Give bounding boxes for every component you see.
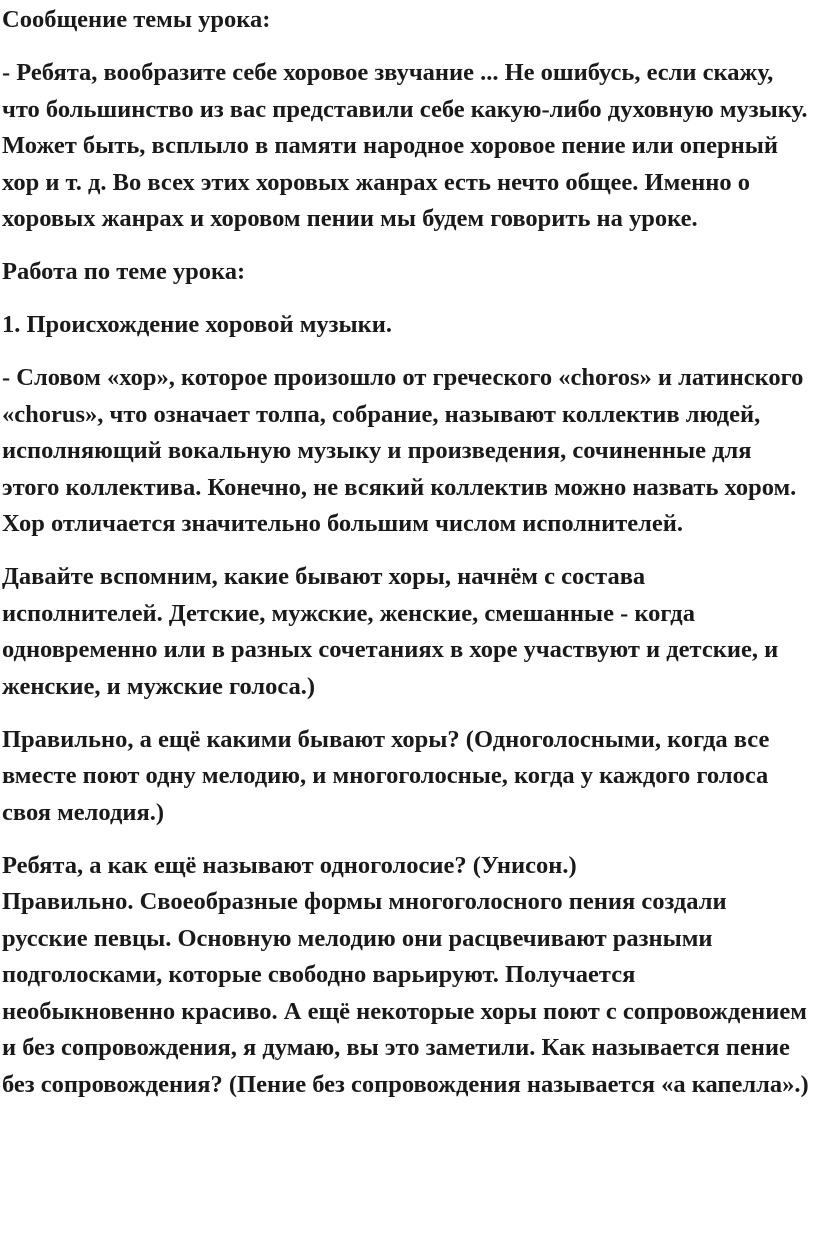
intro-paragraph: - Ребята, вообразите себе хоровое звучание ... Не ошибусь, если скажу, что большинство из вас представили себе какую-либо духовную музыку. Может быть, всплыло в памяти народное хоровое пение или оперный хор и т. д. Во всех этих хоровых жанрах есть нечто общее. Именно о хоровых жанрах и хоровом пении мы будем говорить на уроке. xyxy=(2,59,808,232)
section-heading-origin: 1. Происхождение хоровой музыки. xyxy=(2,311,392,338)
heading-lesson-topic-message: Сообщение темы урока: xyxy=(2,6,271,33)
unison-paragraph: Ребята, а как ещё называют одноголосие? (Унисон.) xyxy=(2,851,577,879)
choir-types-paragraph: Давайте вспомним, какие бывают хоры, начнём с состава исполнителей. Детские, мужские, женские, смешанные - когда одновременно или в разных сочетаниях в хоре участвуют и детские, и женские, и мужские голоса.) xyxy=(2,563,779,700)
choir-definition-paragraph: - Словом «хор», которое произошло от греческого «choros» и латинского «chorus», что означает толпа, собрание, называют коллектив людей, исполняющий вокальную музыку и произведения, сочиненные для этого коллектива. Конечно, не всякий коллектив можно назвать хором. Хор отличается значительно большим числом исполнителей. xyxy=(2,364,804,537)
a-cappella-paragraph: Правильно. Своеобразные формы многоголосного пения создали русские певцы. Основную мелодию они расцвечивают разными подголосками, которые свободно варьируют. Получается необыкновенно красиво. А ещё некоторые хоры поют с сопровождением и без сопровождения, я думаю, вы это заметили. Как называется пение без сопровождения? (Пение без сопровождения называется «а капелла».) xyxy=(2,888,809,1098)
voices-paragraph: Правильно, а ещё какими бывают хоры? (Одноголосными, когда все вместе поют одну мелодию, и многоголосные, когда у каждого голоса своя мелодия.) xyxy=(2,725,770,826)
heading-work-on-topic: Работа по теме урока: xyxy=(2,258,246,285)
